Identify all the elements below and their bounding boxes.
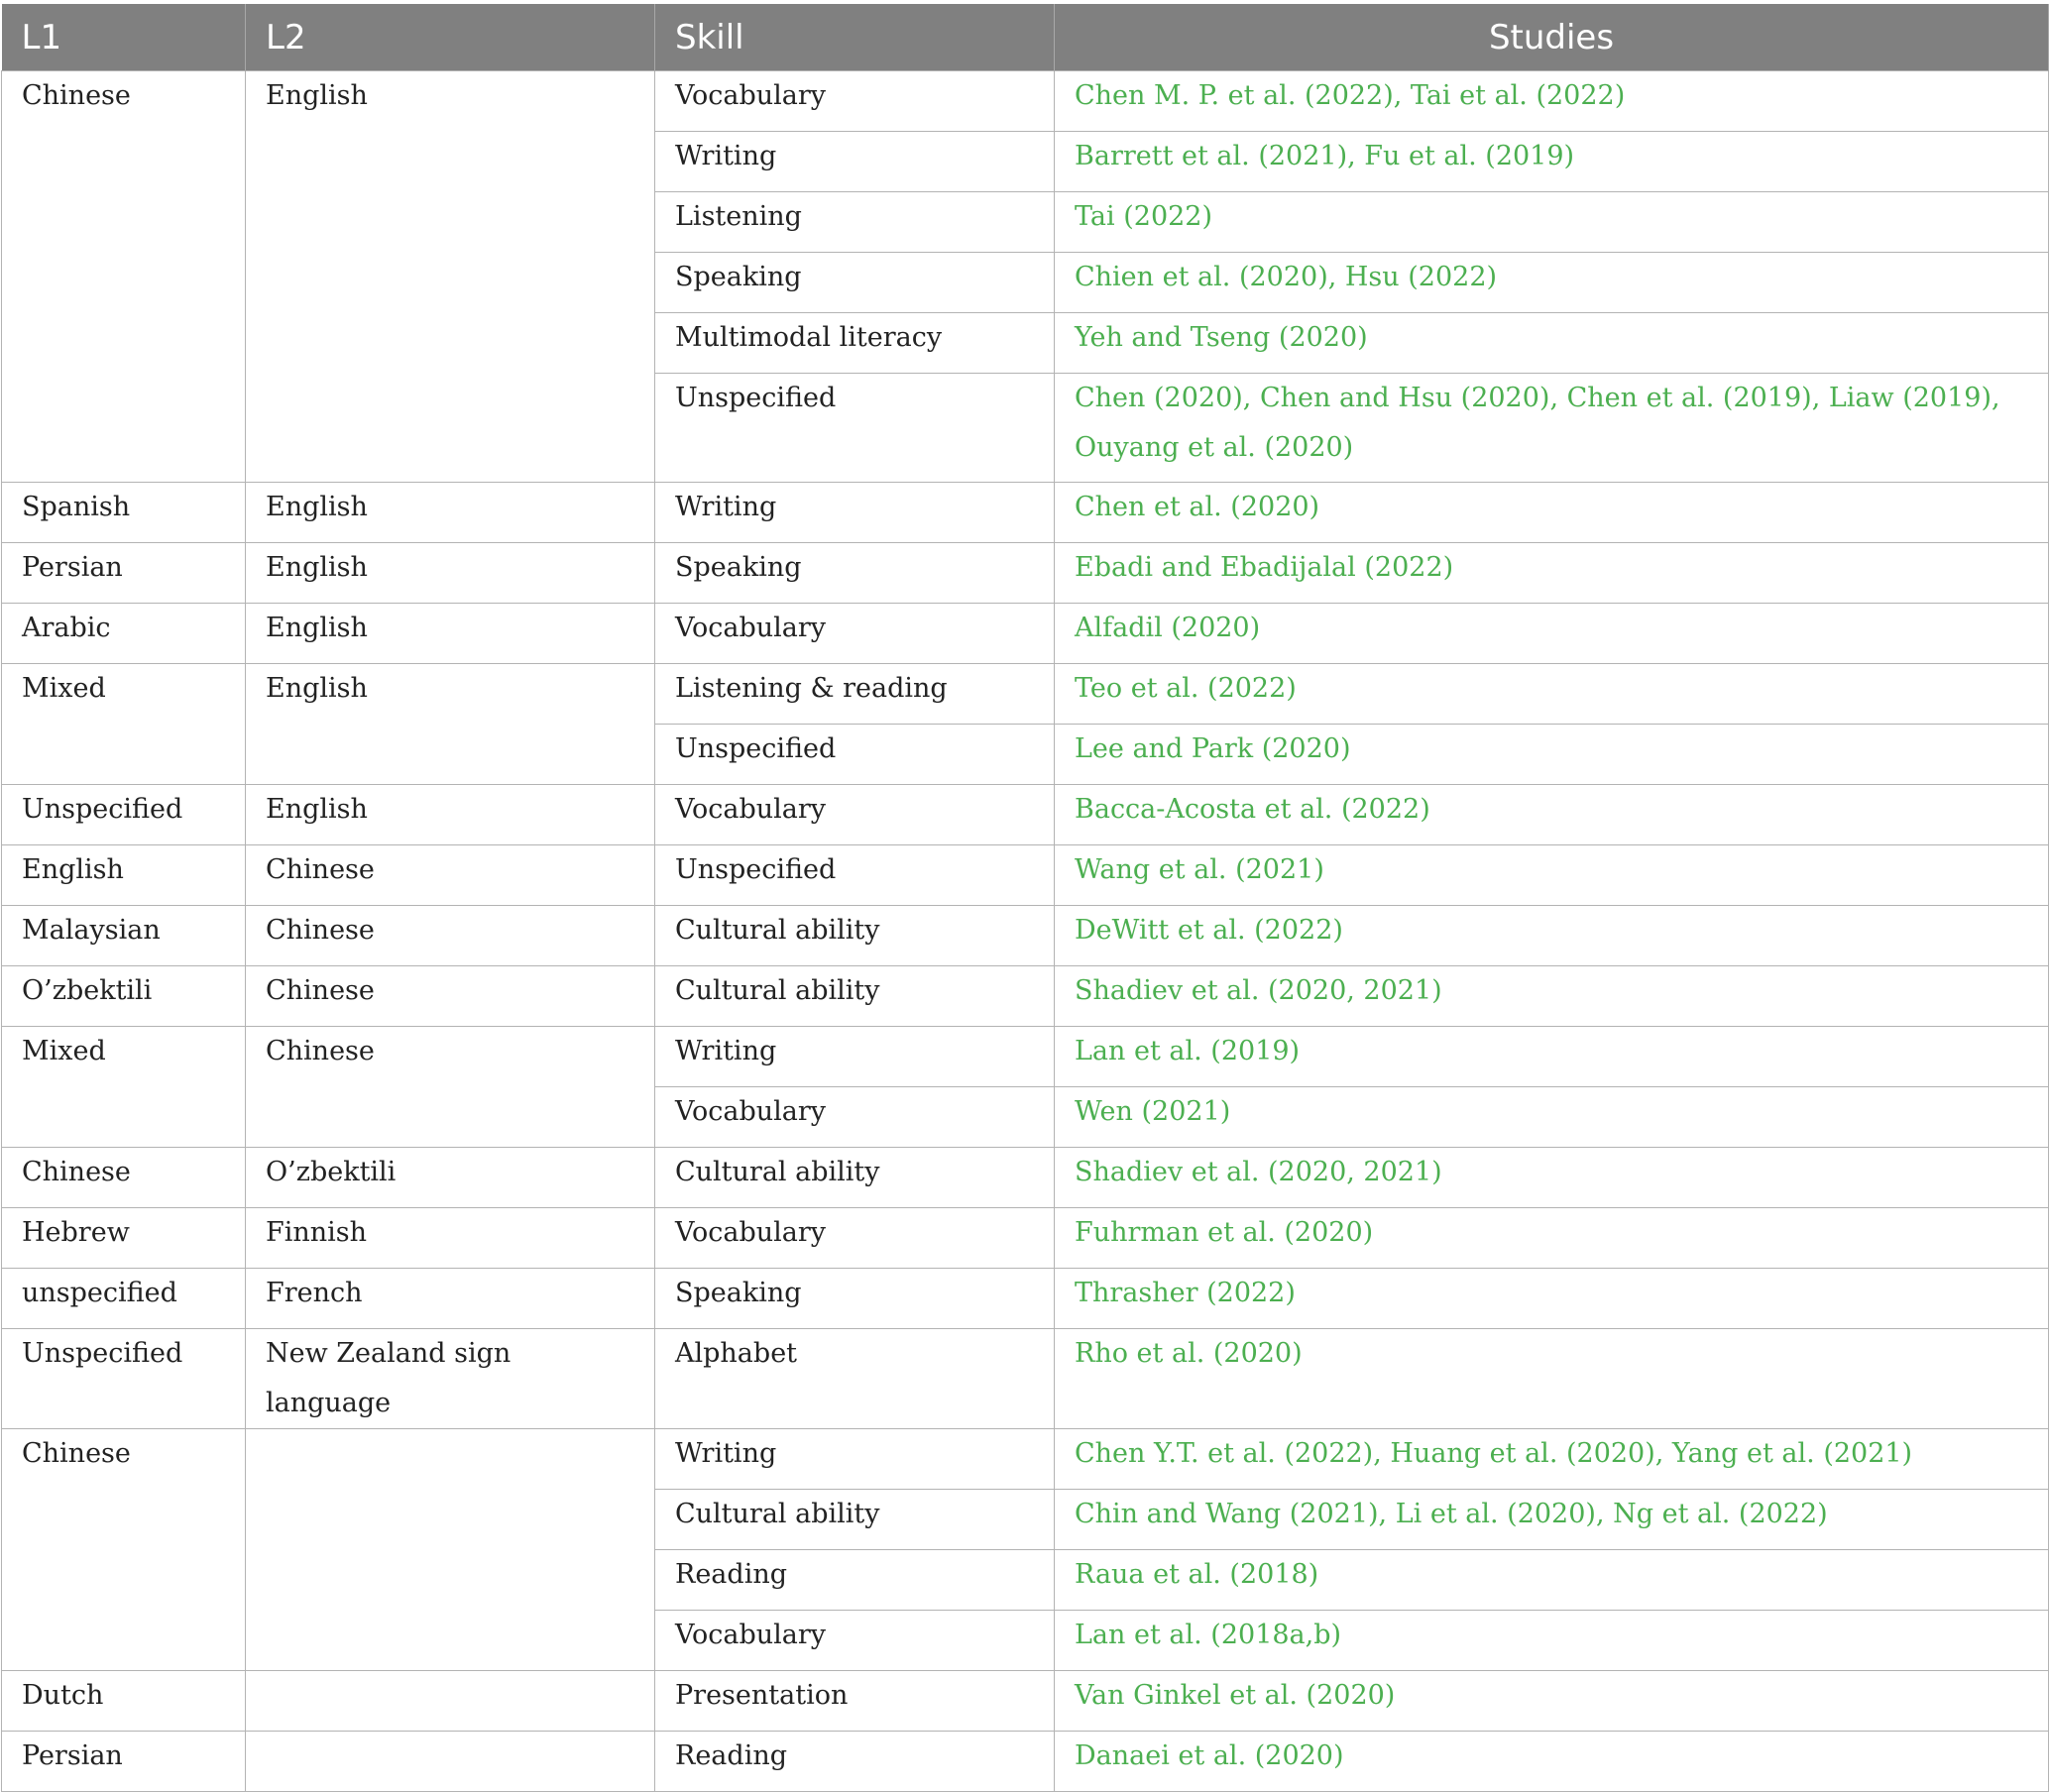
cell-l1: Malaysian	[2, 906, 246, 966]
cell-l1: English	[2, 845, 246, 906]
cell-skill: Unspecified	[655, 725, 1055, 785]
cell-l2: O’zbektili	[246, 1148, 655, 1208]
cell-skill: Reading	[655, 1550, 1055, 1611]
table-row	[2, 1429, 2049, 1490]
table-row	[2, 1732, 2049, 1792]
cell-skill: Writing	[655, 132, 1055, 192]
table-row	[2, 1329, 2049, 1429]
cell-l1: Chinese	[2, 1429, 246, 1671]
cell-studies-link[interactable]: Bacca-Acosta et al. (2022)	[1055, 785, 2049, 845]
cell-studies-link[interactable]: Lan et al. (2018a,b)	[1055, 1611, 2049, 1671]
table-row	[2, 1027, 2049, 1087]
cell-l2: English	[246, 483, 655, 543]
cell-studies-link[interactable]: Chin and Wang (2021), Li et al. (2020), Ng et al. (2022)	[1055, 1490, 2049, 1550]
cell-l1: Chinese	[2, 1148, 246, 1208]
table-row	[2, 664, 2049, 725]
table-row	[2, 906, 2049, 966]
cell-skill: Speaking	[655, 253, 1055, 313]
cell-skill: Vocabulary	[655, 1208, 1055, 1269]
header-studies: Studies	[1055, 4, 2049, 71]
cell-l1: Arabic	[2, 604, 246, 664]
header-row	[2, 4, 2049, 71]
cell-studies-link[interactable]: Chen et al. (2020)	[1055, 483, 2049, 543]
cell-l1: Persian	[2, 1732, 246, 1792]
table-row	[2, 966, 2049, 1027]
cell-l2	[246, 1671, 655, 1732]
cell-l2: Chinese	[246, 966, 655, 1027]
cell-l2	[246, 1429, 655, 1671]
table-body	[2, 71, 2049, 1792]
cell-studies-link[interactable]: Rho et al. (2020)	[1055, 1329, 2049, 1429]
cell-skill: Vocabulary	[655, 785, 1055, 845]
cell-skill: Cultural ability	[655, 906, 1055, 966]
cell-studies-link[interactable]: Barrett et al. (2021), Fu et al. (2019)	[1055, 132, 2049, 192]
cell-l1: Unspecified	[2, 1329, 246, 1429]
header-l1: L1	[2, 4, 246, 71]
cell-l1: Hebrew	[2, 1208, 246, 1269]
cell-studies-link[interactable]: Tai (2022)	[1055, 192, 2049, 253]
cell-studies-link[interactable]: Alfadil (2020)	[1055, 604, 2049, 664]
cell-studies-link[interactable]: Ebadi and Ebadijalal (2022)	[1055, 543, 2049, 604]
table-row	[2, 604, 2049, 664]
cell-skill: Vocabulary	[655, 604, 1055, 664]
cell-l2	[246, 1732, 655, 1792]
cell-l2: English	[246, 71, 655, 483]
cell-skill: Speaking	[655, 543, 1055, 604]
cell-l2: Chinese	[246, 1027, 655, 1148]
studies-table	[1, 4, 2049, 1792]
table-row	[2, 845, 2049, 906]
cell-skill: Unspecified	[655, 374, 1055, 483]
cell-l1: Mixed	[2, 664, 246, 785]
cell-l1: O’zbektili	[2, 966, 246, 1027]
table-row	[2, 1208, 2049, 1269]
cell-studies-link[interactable]: Chen Y.T. et al. (2022), Huang et al. (2020), Yang et al. (2021)	[1055, 1429, 2049, 1490]
cell-studies-link[interactable]: Wang et al. (2021)	[1055, 845, 2049, 906]
table-row	[2, 1148, 2049, 1208]
header-skill: Skill	[655, 4, 1055, 71]
cell-skill: Listening & reading	[655, 664, 1055, 725]
header-l2: L2	[246, 4, 655, 71]
cell-l1: Spanish	[2, 483, 246, 543]
cell-studies-link[interactable]: Danaei et al. (2020)	[1055, 1732, 2049, 1792]
cell-l1: Unspecified	[2, 785, 246, 845]
cell-skill: Vocabulary	[655, 71, 1055, 132]
cell-skill: Writing	[655, 483, 1055, 543]
cell-l2: English	[246, 604, 655, 664]
cell-studies-link[interactable]: Chien et al. (2020), Hsu (2022)	[1055, 253, 2049, 313]
cell-skill: Multimodal literacy	[655, 313, 1055, 374]
table-row	[2, 1671, 2049, 1732]
cell-skill: Cultural ability	[655, 966, 1055, 1027]
cell-l2: New Zealand sign language	[246, 1329, 655, 1429]
cell-l1: Mixed	[2, 1027, 246, 1148]
cell-skill: Writing	[655, 1027, 1055, 1087]
table-row	[2, 1269, 2049, 1329]
cell-skill: Vocabulary	[655, 1087, 1055, 1148]
cell-skill: Cultural ability	[655, 1490, 1055, 1550]
cell-skill: Writing	[655, 1429, 1055, 1490]
cell-studies-link[interactable]: Lee and Park (2020)	[1055, 725, 2049, 785]
cell-skill: Listening	[655, 192, 1055, 253]
cell-skill: Presentation	[655, 1671, 1055, 1732]
table-row	[2, 483, 2049, 543]
cell-studies-link[interactable]: Yeh and Tseng (2020)	[1055, 313, 2049, 374]
cell-studies-link[interactable]: Thrasher (2022)	[1055, 1269, 2049, 1329]
cell-studies-link[interactable]: Shadiev et al. (2020, 2021)	[1055, 966, 2049, 1027]
cell-l1: unspecified	[2, 1269, 246, 1329]
cell-l1: Dutch	[2, 1671, 246, 1732]
cell-skill: Speaking	[655, 1269, 1055, 1329]
cell-skill: Unspecified	[655, 845, 1055, 906]
cell-skill: Reading	[655, 1732, 1055, 1792]
cell-l2: English	[246, 664, 655, 785]
cell-l1: Persian	[2, 543, 246, 604]
cell-skill: Vocabulary	[655, 1611, 1055, 1671]
cell-l2: Finnish	[246, 1208, 655, 1269]
cell-l2: Chinese	[246, 906, 655, 966]
cell-l2: Chinese	[246, 845, 655, 906]
cell-studies-link[interactable]: Van Ginkel et al. (2020)	[1055, 1671, 2049, 1732]
cell-l2: French	[246, 1269, 655, 1329]
cell-studies-link[interactable]: Raua et al. (2018)	[1055, 1550, 2049, 1611]
cell-studies-link[interactable]: Fuhrman et al. (2020)	[1055, 1208, 2049, 1269]
cell-studies-link[interactable]: DeWitt et al. (2022)	[1055, 906, 2049, 966]
table-row	[2, 543, 2049, 604]
cell-l1: Chinese	[2, 71, 246, 483]
cell-studies-link[interactable]: Chen (2020), Chen and Hsu (2020), Chen et al. (2019), Liaw (2019), Ouyang et al. (2020)	[1055, 374, 2049, 483]
table-row	[2, 785, 2049, 845]
cell-skill: Alphabet	[655, 1329, 1055, 1429]
cell-studies-link[interactable]: Lan et al. (2019)	[1055, 1027, 2049, 1087]
cell-l2: English	[246, 785, 655, 845]
cell-studies-link[interactable]: Teo et al. (2022)	[1055, 664, 2049, 725]
cell-l2: English	[246, 543, 655, 604]
cell-studies-link[interactable]: Shadiev et al. (2020, 2021)	[1055, 1148, 2049, 1208]
table-row	[2, 71, 2049, 132]
cell-studies-link[interactable]: Wen (2021)	[1055, 1087, 2049, 1148]
cell-studies-link[interactable]: Chen M. P. et al. (2022), Tai et al. (2022)	[1055, 71, 2049, 132]
cell-skill: Cultural ability	[655, 1148, 1055, 1208]
